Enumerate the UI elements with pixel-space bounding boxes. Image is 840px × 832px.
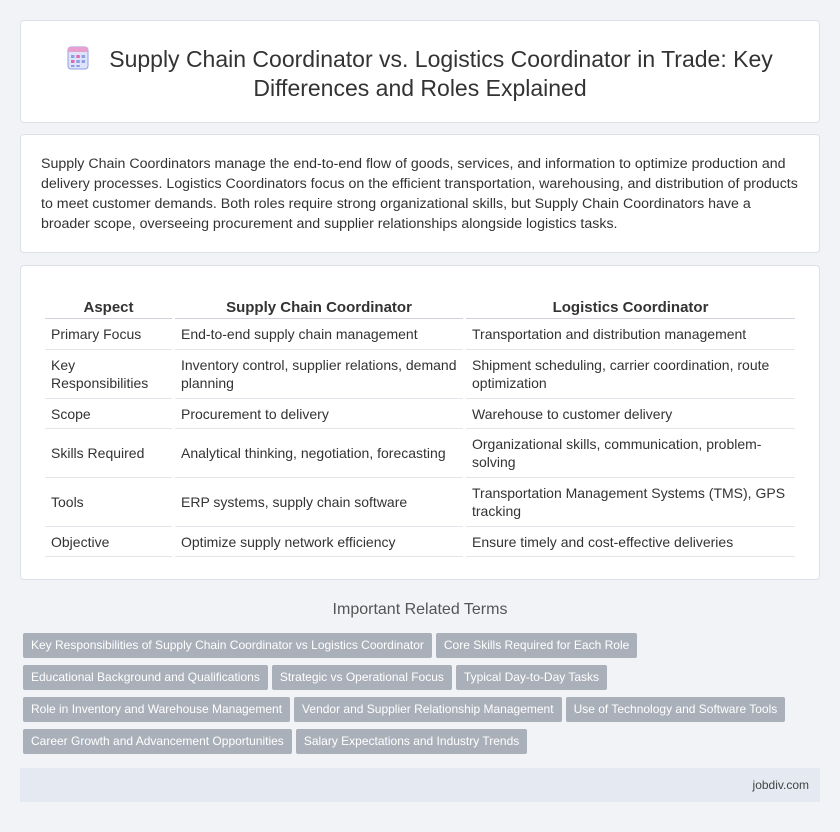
related-terms-title: Important Related Terms: [332, 601, 508, 618]
table-cell-aspect: Tools: [45, 478, 172, 527]
table-cell: Optimize supply network efficiency: [175, 527, 463, 557]
footer-bar: [20, 768, 820, 802]
comparison-table-card: [20, 265, 820, 580]
table-row: [45, 350, 795, 399]
intro-card: [20, 134, 820, 253]
related-term-tag[interactable]: Salary Expectations and Industry Trends: [296, 729, 527, 754]
table-row: [45, 319, 795, 350]
table-cell: Inventory control, supplier relations, demand planning: [175, 350, 463, 399]
column-header-aspect: Aspect: [45, 296, 172, 319]
table-cell: Procurement to delivery: [175, 399, 463, 429]
table-cell: Shipment scheduling, carrier coordination, route optimization: [466, 350, 795, 399]
table-cell-aspect: Objective: [45, 527, 172, 557]
page-title: Supply Chain Coordinator vs. Logistics Coordinator in Trade: Key Differences and Roles Explained: [109, 46, 773, 101]
table-header-row: [45, 296, 795, 319]
related-term-tag[interactable]: Core Skills Required for Each Role: [436, 633, 637, 658]
related-term-tag[interactable]: Role in Inventory and Warehouse Management: [23, 697, 290, 722]
table-cell: Warehouse to customer delivery: [466, 399, 795, 429]
related-terms-list: [23, 633, 823, 761]
table-row: [45, 478, 795, 527]
table-cell: ERP systems, supply chain software: [175, 478, 463, 527]
table-row: [45, 527, 795, 557]
table-cell-aspect: Skills Required: [45, 429, 172, 478]
related-term-tag[interactable]: Use of Technology and Software Tools: [566, 697, 786, 722]
intro-paragraph: Supply Chain Coordinators manage the end-to-end flow of goods, services, and information to optimize production and delivery processes. Logistics Coordinators focus on the efficient transportation, warehousing, and distribution of products to meet customer demands. Both roles require strong organizational skills, but Supply Chain Coordinators have a broader scope, overseeing procurement and supplier relationships alongside logistics tasks.: [41, 156, 798, 232]
footer-site-link[interactable]: jobdiv.com: [752, 778, 809, 792]
column-header-logistics: Logistics Coordinator: [466, 296, 795, 319]
column-header-supply-chain: Supply Chain Coordinator: [175, 296, 463, 319]
table-cell-aspect: Key Responsibilities: [45, 350, 172, 399]
page-title-block: [51, 45, 789, 103]
table-cell: Transportation and distribution management: [466, 319, 795, 350]
table-cell: End-to-end supply chain management: [175, 319, 463, 350]
table-cell: Ensure timely and cost-effective deliveries: [466, 527, 795, 557]
related-term-tag[interactable]: Vendor and Supplier Relationship Management: [294, 697, 562, 722]
table-cell-aspect: Scope: [45, 399, 172, 429]
table-row: [45, 399, 795, 429]
header-card: [20, 20, 820, 123]
related-term-tag[interactable]: Educational Background and Qualifications: [23, 665, 268, 690]
related-term-tag[interactable]: Key Responsibilities of Supply Chain Coordinator vs Logistics Coordinator: [23, 633, 432, 658]
table-cell: Transportation Management Systems (TMS), GPS tracking: [466, 478, 795, 527]
document-grid-icon: [67, 46, 89, 70]
table-cell: Analytical thinking, negotiation, forecasting: [175, 429, 463, 478]
table-cell: Organizational skills, communication, problem-solving: [466, 429, 795, 478]
comparison-table: [42, 296, 798, 557]
related-term-tag[interactable]: Typical Day-to-Day Tasks: [456, 665, 607, 690]
table-cell-aspect: Primary Focus: [45, 319, 172, 350]
related-term-tag[interactable]: Career Growth and Advancement Opportunities: [23, 729, 292, 754]
table-row: [45, 429, 795, 478]
related-term-tag[interactable]: Strategic vs Operational Focus: [272, 665, 452, 690]
